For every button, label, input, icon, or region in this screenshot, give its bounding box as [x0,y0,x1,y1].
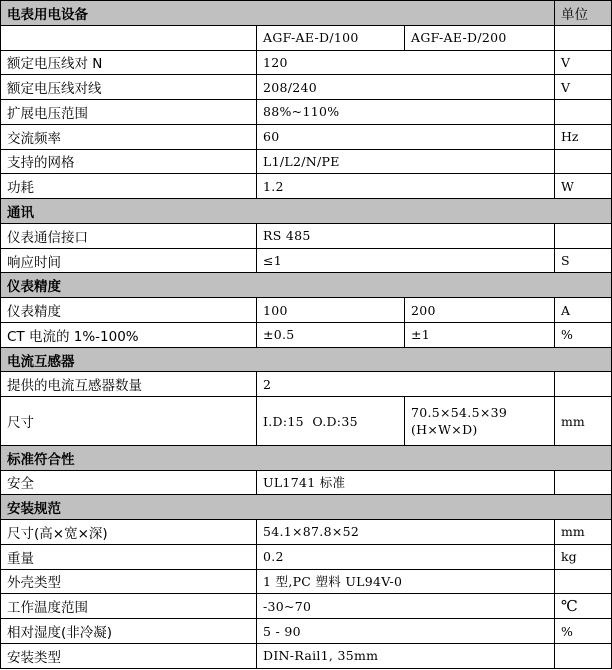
model-unit-cell [555,25,612,50]
row-label: 安全 [1,470,257,495]
table-header-row [1,1,612,26]
row-value: RS 485 [257,223,555,248]
section-title: 安装规范 [1,495,612,520]
row-label: 支持的网格 [1,149,257,174]
row-unit [555,643,612,668]
section-title: 仪表精度 [1,273,612,298]
row-value-1: I.D:15 O.D:35 [257,397,405,446]
row-value: 5 - 90 [257,619,555,644]
row-label: 仪表精度 [1,298,257,323]
table-row [1,174,612,199]
row-unit [555,569,612,594]
row-unit [555,149,612,174]
row-unit [555,372,612,397]
row-label: 交流频率 [1,124,257,149]
row-unit: W [555,174,612,199]
row-label: 重量 [1,544,257,569]
row-unit: kg [555,544,612,569]
table-row [1,298,612,323]
section-title: 标准符合性 [1,445,612,470]
table-row [1,372,612,397]
row-label: 外壳类型 [1,569,257,594]
row-unit: ℃ [555,594,612,619]
section-header-standard [1,445,612,470]
table-row [1,124,612,149]
row-value-2: 200 [405,298,555,323]
row-value: 88%~110% [257,100,555,125]
table-row [1,75,612,100]
ct-size-axes: (H×W×D) [411,422,478,437]
row-value: 60 [257,124,555,149]
unit-column-header: 单位 [555,1,612,26]
row-value: ≤1 [257,248,555,273]
row-label: 安装类型 [1,643,257,668]
model-label-cell [1,25,257,50]
model-name-2: AGF-AE-D/200 [405,25,555,50]
row-label: 工作温度范围 [1,594,257,619]
section-header-install [1,495,612,520]
row-label: 相对湿度(非冷凝) [1,619,257,644]
row-label: CT 电流的 1%-100% [1,322,257,347]
table-row [1,569,612,594]
row-unit: S [555,248,612,273]
row-unit [555,223,612,248]
table-row [1,619,612,644]
row-value-2: ±1 [405,322,555,347]
row-value: -30~70 [257,594,555,619]
row-unit: V [555,75,612,100]
row-value: 1.2 [257,174,555,199]
row-value: 1 型,PC 塑料 UL94V-0 [257,569,555,594]
row-unit: % [555,619,612,644]
row-value: 2 [257,372,555,397]
table-row [1,544,612,569]
row-unit: mm [555,520,612,545]
table-row [1,643,612,668]
row-unit: A [555,298,612,323]
ct-size-dimensions: 70.5×54.5×39 [411,405,508,420]
table-row [1,149,612,174]
row-unit: % [555,322,612,347]
row-value: 208/240 [257,75,555,100]
table-row [1,100,612,125]
section-header-accuracy [1,273,612,298]
row-unit [555,100,612,125]
row-unit: Hz [555,124,612,149]
section-title: 通讯 [1,199,612,224]
table-row [1,322,612,347]
row-label: 仪表通信接口 [1,223,257,248]
row-unit: V [555,50,612,75]
row-label: 额定电压线对 N [1,50,257,75]
table-row [1,520,612,545]
table-row [1,248,612,273]
table-title: 电表用电设备 [1,1,555,26]
table-row [1,594,612,619]
row-label: 尺寸(高×宽×深) [1,520,257,545]
row-value-2 [405,397,555,446]
model-name-1: AGF-AE-D/100 [257,25,405,50]
section-title: 电流互感器 [1,347,612,372]
table-row [1,470,612,495]
row-unit [555,470,612,495]
row-label: 提供的电流互感器数量 [1,372,257,397]
row-value: 54.1×87.8×52 [257,520,555,545]
row-value: L1/L2/N/PE [257,149,555,174]
row-label: 响应时间 [1,248,257,273]
row-label: 尺寸 [1,397,257,446]
row-label: 额定电压线对线 [1,75,257,100]
row-value-1: ±0.5 [257,322,405,347]
row-unit: mm [555,397,612,446]
row-value-1: 100 [257,298,405,323]
row-value: 120 [257,50,555,75]
table-row [1,50,612,75]
row-label: 功耗 [1,174,257,199]
table-row [1,223,612,248]
row-value: DIN-Rail1, 35mm [257,643,555,668]
table-row [1,397,612,446]
row-value: UL1741 标准 [257,470,555,495]
model-row [1,25,612,50]
section-header-ct [1,347,612,372]
section-header-comm [1,199,612,224]
row-value: 0.2 [257,544,555,569]
row-label: 扩展电压范围 [1,100,257,125]
